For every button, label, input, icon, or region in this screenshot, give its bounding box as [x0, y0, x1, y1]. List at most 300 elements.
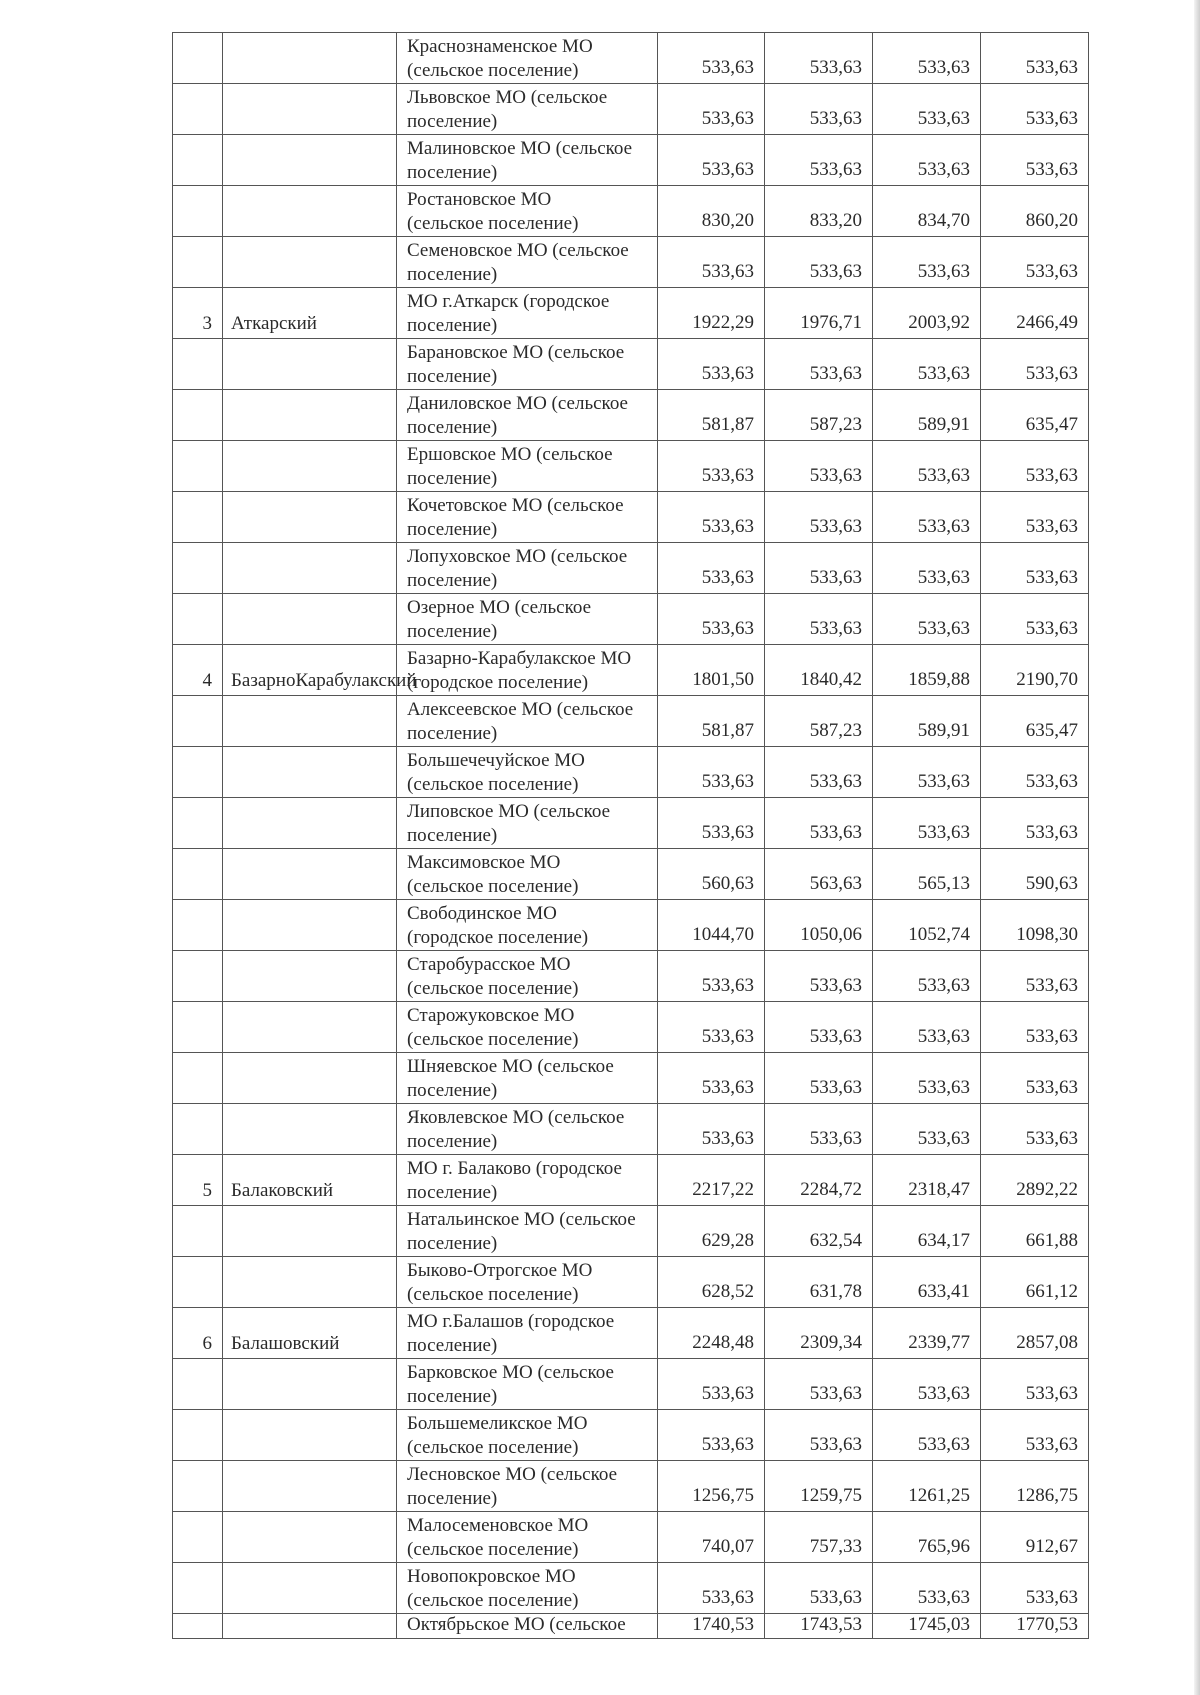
municipality-cell [397, 1053, 658, 1104]
value-cell: 533,63 [981, 1359, 1089, 1410]
value-cell: 2857,08 [981, 1308, 1089, 1359]
municipality-name-line: Ростановское МО [407, 189, 552, 210]
row-number-cell [173, 390, 223, 441]
table-row [173, 1410, 1089, 1461]
value-cell: 533,63 [873, 1104, 981, 1155]
table-row [173, 543, 1089, 594]
municipality-cell [397, 900, 658, 951]
value-cell: 533,63 [765, 1053, 873, 1104]
district-cell [223, 492, 397, 543]
municipality-name-line: поселение) [407, 570, 498, 591]
district-cell: БазарноКарабулакский [223, 645, 397, 696]
value-cell: 1256,75 [658, 1461, 765, 1512]
value-cell: 533,63 [658, 951, 765, 1002]
municipality-name-line: поселение) [407, 468, 498, 489]
value-cell: 533,63 [658, 1359, 765, 1410]
district-cell [223, 186, 397, 237]
municipality-cell [397, 1104, 658, 1155]
row-number-cell [173, 1614, 223, 1639]
district-cell [223, 1206, 397, 1257]
municipality-name-line: Малосеменовское МО [407, 1515, 589, 1536]
value-cell: 740,07 [658, 1512, 765, 1563]
value-cell: 533,63 [873, 492, 981, 543]
district-cell: Балаковский [223, 1155, 397, 1206]
municipality-name-line: МО г.Балашов (городское [407, 1311, 615, 1332]
row-number-cell [173, 1563, 223, 1614]
table-row [173, 849, 1089, 900]
row-number-cell [173, 1410, 223, 1461]
municipality-name-line: поселение) [407, 1182, 498, 1203]
table-row [173, 951, 1089, 1002]
district-cell [223, 594, 397, 645]
district-cell [223, 849, 397, 900]
value-cell: 1922,29 [658, 288, 765, 339]
district-cell [223, 1614, 397, 1639]
value-cell: 533,63 [981, 441, 1089, 492]
table-row [173, 1155, 1089, 1206]
municipality-name-line: поселение) [407, 264, 498, 285]
value-cell: 533,63 [981, 798, 1089, 849]
municipality-name-line: поселение) [407, 825, 498, 846]
table-row [173, 186, 1089, 237]
value-cell: 1261,25 [873, 1461, 981, 1512]
value-cell: 533,63 [765, 492, 873, 543]
municipality-name-line: (сельское поселение) [407, 876, 579, 897]
value-cell: 1052,74 [873, 900, 981, 951]
table-row [173, 1563, 1089, 1614]
value-cell: 533,63 [765, 747, 873, 798]
municipality-name-line: поселение) [407, 1488, 498, 1509]
municipality-name-line: поселение) [407, 1335, 498, 1356]
value-cell: 533,63 [658, 441, 765, 492]
value-cell: 533,63 [658, 33, 765, 84]
municipality-name-line: Кочетовское МО (сельское [407, 495, 624, 516]
value-cell: 565,13 [873, 849, 981, 900]
value-cell: 2248,48 [658, 1308, 765, 1359]
municipality-name-line: Озерное МО (сельское [407, 597, 592, 618]
district-cell [223, 951, 397, 1002]
value-cell: 589,91 [873, 390, 981, 441]
value-cell: 533,63 [873, 237, 981, 288]
district-cell [223, 135, 397, 186]
value-cell: 533,63 [658, 339, 765, 390]
value-cell: 533,63 [873, 84, 981, 135]
value-cell: 587,23 [765, 390, 873, 441]
row-number-cell [173, 594, 223, 645]
municipality-name-line: поселение) [407, 723, 498, 744]
municipality-cell [397, 747, 658, 798]
municipality-name-line: Ершовское МО (сельское [407, 444, 613, 465]
value-cell: 589,91 [873, 696, 981, 747]
value-cell: 533,63 [658, 84, 765, 135]
value-cell: 533,63 [873, 951, 981, 1002]
municipality-name-line: поселение) [407, 1233, 498, 1254]
row-number-cell [173, 441, 223, 492]
table-row [173, 1002, 1089, 1053]
value-cell: 533,63 [658, 594, 765, 645]
value-cell: 533,63 [658, 747, 765, 798]
value-cell: 590,63 [981, 849, 1089, 900]
municipality-cell [397, 1155, 658, 1206]
value-cell: 533,63 [981, 747, 1089, 798]
municipality-name-line: (городское поселение) [407, 927, 589, 948]
table-row [173, 645, 1089, 696]
value-cell: 765,96 [873, 1512, 981, 1563]
municipality-name-line: Свободинское МО [407, 903, 557, 924]
value-cell: 1976,71 [765, 288, 873, 339]
municipality-cell [397, 84, 658, 135]
value-cell: 533,63 [658, 135, 765, 186]
municipality-name-line: Натальинское МО (сельское [407, 1209, 636, 1230]
municipality-cell [397, 798, 658, 849]
table-row [173, 1359, 1089, 1410]
row-number-cell [173, 492, 223, 543]
municipality-name-line: Алексеевское МО (сельское [407, 699, 634, 720]
value-cell: 533,63 [873, 1002, 981, 1053]
value-cell: 1740,53 [658, 1614, 765, 1639]
district-cell [223, 747, 397, 798]
row-number-cell [173, 1257, 223, 1308]
value-cell: 587,23 [765, 696, 873, 747]
value-cell: 533,63 [765, 1563, 873, 1614]
municipality-name-line: поселение) [407, 1080, 498, 1101]
table-row [173, 135, 1089, 186]
value-cell: 533,63 [873, 441, 981, 492]
municipality-name-line: поселение) [407, 366, 498, 387]
municipality-name-line: Старожуковское МО [407, 1005, 575, 1026]
municipality-cell [397, 1002, 658, 1053]
municipality-name-line: Старобурасское МО [407, 954, 571, 975]
municipality-cell [397, 543, 658, 594]
value-cell: 533,63 [658, 1410, 765, 1461]
table-row [173, 441, 1089, 492]
municipality-name-line: Новопокровское МО [407, 1566, 576, 1587]
table-row [173, 594, 1089, 645]
municipality-cell [397, 390, 658, 441]
value-cell: 560,63 [658, 849, 765, 900]
row-number-cell [173, 798, 223, 849]
table-row [173, 288, 1089, 339]
value-cell: 533,63 [658, 1053, 765, 1104]
value-cell: 2309,34 [765, 1308, 873, 1359]
table-row [173, 339, 1089, 390]
table-row [173, 33, 1089, 84]
municipality-cell [397, 594, 658, 645]
row-number-cell [173, 237, 223, 288]
municipality-cell [397, 1206, 658, 1257]
district-cell [223, 1563, 397, 1614]
municipality-name-line: Барановское МО (сельское [407, 342, 625, 363]
municipality-name-line: Большечечуйское МО [407, 750, 585, 771]
value-cell: 629,28 [658, 1206, 765, 1257]
value-cell: 533,63 [765, 951, 873, 1002]
value-cell: 533,63 [765, 1359, 873, 1410]
value-cell: 533,63 [765, 1104, 873, 1155]
value-cell: 757,33 [765, 1512, 873, 1563]
value-cell: 533,63 [765, 237, 873, 288]
municipality-name-line: (сельское поселение) [407, 213, 579, 234]
value-cell: 2003,92 [873, 288, 981, 339]
district-cell: Балашовский [223, 1308, 397, 1359]
row-number-cell [173, 33, 223, 84]
municipalities-table [172, 32, 1089, 1639]
value-cell: 581,87 [658, 696, 765, 747]
table-row [173, 696, 1089, 747]
value-cell: 533,63 [873, 1563, 981, 1614]
value-cell: 661,88 [981, 1206, 1089, 1257]
municipality-name-line: (сельское поселение) [407, 978, 579, 999]
municipality-cell [397, 492, 658, 543]
municipality-name-line: (сельское поселение) [407, 1437, 579, 1458]
municipality-name-line: поселение) [407, 519, 498, 540]
municipality-cell [397, 237, 658, 288]
value-cell: 1745,03 [873, 1614, 981, 1639]
municipality-cell [397, 135, 658, 186]
value-cell: 533,63 [873, 543, 981, 594]
value-cell: 533,63 [981, 951, 1089, 1002]
municipality-name-line: Базарно-Карабулакское МО [407, 648, 632, 669]
value-cell: 533,63 [658, 1002, 765, 1053]
value-cell: 633,41 [873, 1257, 981, 1308]
row-number-cell [173, 84, 223, 135]
value-cell: 830,20 [658, 186, 765, 237]
table-row [173, 1308, 1089, 1359]
value-cell: 533,63 [873, 798, 981, 849]
municipality-cell [397, 1563, 658, 1614]
value-cell: 2190,70 [981, 645, 1089, 696]
municipality-cell [397, 849, 658, 900]
value-cell: 581,87 [658, 390, 765, 441]
municipality-name-line: Семеновское МО (сельское [407, 240, 629, 261]
district-cell [223, 237, 397, 288]
district-cell [223, 441, 397, 492]
municipality-name-line: Малиновское МО (сельское [407, 138, 633, 159]
municipality-name-line: Большемеликское МО [407, 1413, 588, 1434]
value-cell: 533,63 [765, 594, 873, 645]
district-cell [223, 696, 397, 747]
value-cell: 533,63 [658, 237, 765, 288]
value-cell: 533,63 [873, 1410, 981, 1461]
value-cell: 1050,06 [765, 900, 873, 951]
row-number-cell [173, 1359, 223, 1410]
district-cell [223, 1410, 397, 1461]
municipality-name-line: поселение) [407, 1386, 498, 1407]
value-cell: 912,67 [981, 1512, 1089, 1563]
row-number-cell [173, 1104, 223, 1155]
value-cell: 533,63 [981, 594, 1089, 645]
municipality-name-line: (городское поселение) [407, 672, 589, 693]
municipality-cell [397, 1614, 658, 1639]
table-row [173, 798, 1089, 849]
value-cell: 533,63 [658, 1563, 765, 1614]
municipality-name-line: (сельское поселение) [407, 1539, 579, 1560]
municipality-cell [397, 288, 658, 339]
district-cell [223, 33, 397, 84]
value-cell: 533,63 [873, 594, 981, 645]
value-cell: 533,63 [981, 33, 1089, 84]
value-cell: 634,17 [873, 1206, 981, 1257]
value-cell: 533,63 [765, 135, 873, 186]
municipality-name-line: (сельское поселение) [407, 1029, 579, 1050]
value-cell: 2318,47 [873, 1155, 981, 1206]
table-row [173, 1257, 1089, 1308]
value-cell: 533,63 [765, 441, 873, 492]
value-cell: 1286,75 [981, 1461, 1089, 1512]
value-cell: 533,63 [981, 543, 1089, 594]
municipality-name-line: Максимовское МО [407, 852, 561, 873]
value-cell: 533,63 [981, 1104, 1089, 1155]
municipality-name-line: Даниловское МО (сельское [407, 393, 628, 414]
value-cell: 533,63 [873, 1053, 981, 1104]
value-cell: 533,63 [981, 492, 1089, 543]
table-row [173, 390, 1089, 441]
value-cell: 533,63 [981, 339, 1089, 390]
value-cell: 533,63 [765, 1410, 873, 1461]
row-number-cell [173, 849, 223, 900]
row-number-cell: 6 [173, 1308, 223, 1359]
value-cell: 2466,49 [981, 288, 1089, 339]
value-cell: 533,63 [658, 798, 765, 849]
municipality-cell [397, 1257, 658, 1308]
row-number-cell [173, 1512, 223, 1563]
value-cell: 533,63 [873, 339, 981, 390]
municipality-name-line: поселение) [407, 315, 498, 336]
value-cell: 533,63 [658, 492, 765, 543]
value-cell: 632,54 [765, 1206, 873, 1257]
value-cell: 533,63 [981, 1563, 1089, 1614]
row-number-cell [173, 186, 223, 237]
district-cell [223, 1257, 397, 1308]
row-number-cell [173, 696, 223, 747]
value-cell: 661,12 [981, 1257, 1089, 1308]
municipality-name-line: (сельское поселение) [407, 1284, 579, 1305]
row-number-cell: 3 [173, 288, 223, 339]
value-cell: 1859,88 [873, 645, 981, 696]
value-cell: 533,63 [981, 1002, 1089, 1053]
district-cell [223, 390, 397, 441]
municipality-name-line: Липовское МО (сельское [407, 801, 610, 822]
municipality-cell [397, 645, 658, 696]
municipality-name-line: Яковлевское МО (сельское [407, 1107, 625, 1128]
row-number-cell: 5 [173, 1155, 223, 1206]
value-cell: 563,63 [765, 849, 873, 900]
municipality-name-line: Лесновское МО (сельское [407, 1464, 618, 1485]
value-cell: 533,63 [658, 543, 765, 594]
district-cell [223, 84, 397, 135]
district-cell [223, 543, 397, 594]
municipality-cell [397, 696, 658, 747]
row-number-cell [173, 900, 223, 951]
value-cell: 2339,77 [873, 1308, 981, 1359]
value-cell: 533,63 [765, 798, 873, 849]
value-cell: 833,20 [765, 186, 873, 237]
value-cell: 1259,75 [765, 1461, 873, 1512]
row-number-cell [173, 1461, 223, 1512]
municipality-cell [397, 1512, 658, 1563]
municipality-name-line: МО г. Балаково (городское [407, 1158, 622, 1179]
value-cell: 533,63 [981, 237, 1089, 288]
municipality-name-line: поселение) [407, 417, 498, 438]
table-row [173, 84, 1089, 135]
row-number-cell [173, 135, 223, 186]
municipality-cell [397, 1461, 658, 1512]
table-row [173, 747, 1089, 798]
value-cell: 1044,70 [658, 900, 765, 951]
value-cell: 533,63 [873, 1359, 981, 1410]
municipality-name-line: поселение) [407, 162, 498, 183]
municipality-cell [397, 951, 658, 1002]
value-cell: 533,63 [765, 84, 873, 135]
municipality-name-line: поселение) [407, 111, 498, 132]
table-row [173, 492, 1089, 543]
value-cell: 2284,72 [765, 1155, 873, 1206]
document-page [172, 32, 1088, 1639]
table-row [173, 237, 1089, 288]
value-cell: 1743,53 [765, 1614, 873, 1639]
table-row [173, 1512, 1089, 1563]
municipality-name-line: Октябрьское МО (сельское [407, 1614, 626, 1635]
value-cell: 533,63 [873, 747, 981, 798]
municipality-cell [397, 1308, 658, 1359]
municipality-name-line: Львовское МО (сельское [407, 87, 608, 108]
district-cell [223, 1002, 397, 1053]
value-cell: 533,63 [981, 84, 1089, 135]
page-edge-shadow [1194, 0, 1200, 1695]
district-cell [223, 1512, 397, 1563]
value-cell: 635,47 [981, 696, 1089, 747]
value-cell: 1770,53 [981, 1614, 1089, 1639]
value-cell: 533,63 [981, 135, 1089, 186]
table-row [173, 1053, 1089, 1104]
municipality-name-line: Быково-Отрогское МО [407, 1260, 593, 1281]
value-cell: 533,63 [873, 33, 981, 84]
value-cell: 2892,22 [981, 1155, 1089, 1206]
district-cell [223, 1053, 397, 1104]
municipality-name-line: Лопуховское МО (сельское [407, 546, 628, 567]
municipality-name-line: (сельское поселение) [407, 60, 579, 81]
municipality-cell [397, 1410, 658, 1461]
municipality-name-line: Барковское МО (сельское [407, 1362, 614, 1383]
value-cell: 533,63 [765, 33, 873, 84]
district-cell [223, 798, 397, 849]
row-number-cell: 4 [173, 645, 223, 696]
municipality-name-line: (сельское поселение) [407, 1590, 579, 1611]
municipality-cell [397, 186, 658, 237]
district-cell [223, 900, 397, 951]
value-cell: 533,63 [981, 1410, 1089, 1461]
municipality-name-line: (сельское поселение) [407, 774, 579, 795]
municipality-name-line: Краснознаменское МО [407, 36, 593, 57]
value-cell: 834,70 [873, 186, 981, 237]
table-row [173, 1104, 1089, 1155]
municipality-name-line: поселение) [407, 1131, 498, 1152]
row-number-cell [173, 747, 223, 798]
row-number-cell [173, 339, 223, 390]
value-cell: 2217,22 [658, 1155, 765, 1206]
value-cell: 533,63 [765, 1002, 873, 1053]
value-cell: 860,20 [981, 186, 1089, 237]
value-cell: 631,78 [765, 1257, 873, 1308]
value-cell: 533,63 [765, 339, 873, 390]
municipality-name-line: Шняевское МО (сельское [407, 1056, 614, 1077]
district-cell [223, 339, 397, 390]
table-row [173, 1461, 1089, 1512]
municipality-name-line: МО г.Аткарск (городское [407, 291, 610, 312]
row-number-cell [173, 1053, 223, 1104]
value-cell: 533,63 [873, 135, 981, 186]
municipality-cell [397, 441, 658, 492]
table-row [173, 1206, 1089, 1257]
